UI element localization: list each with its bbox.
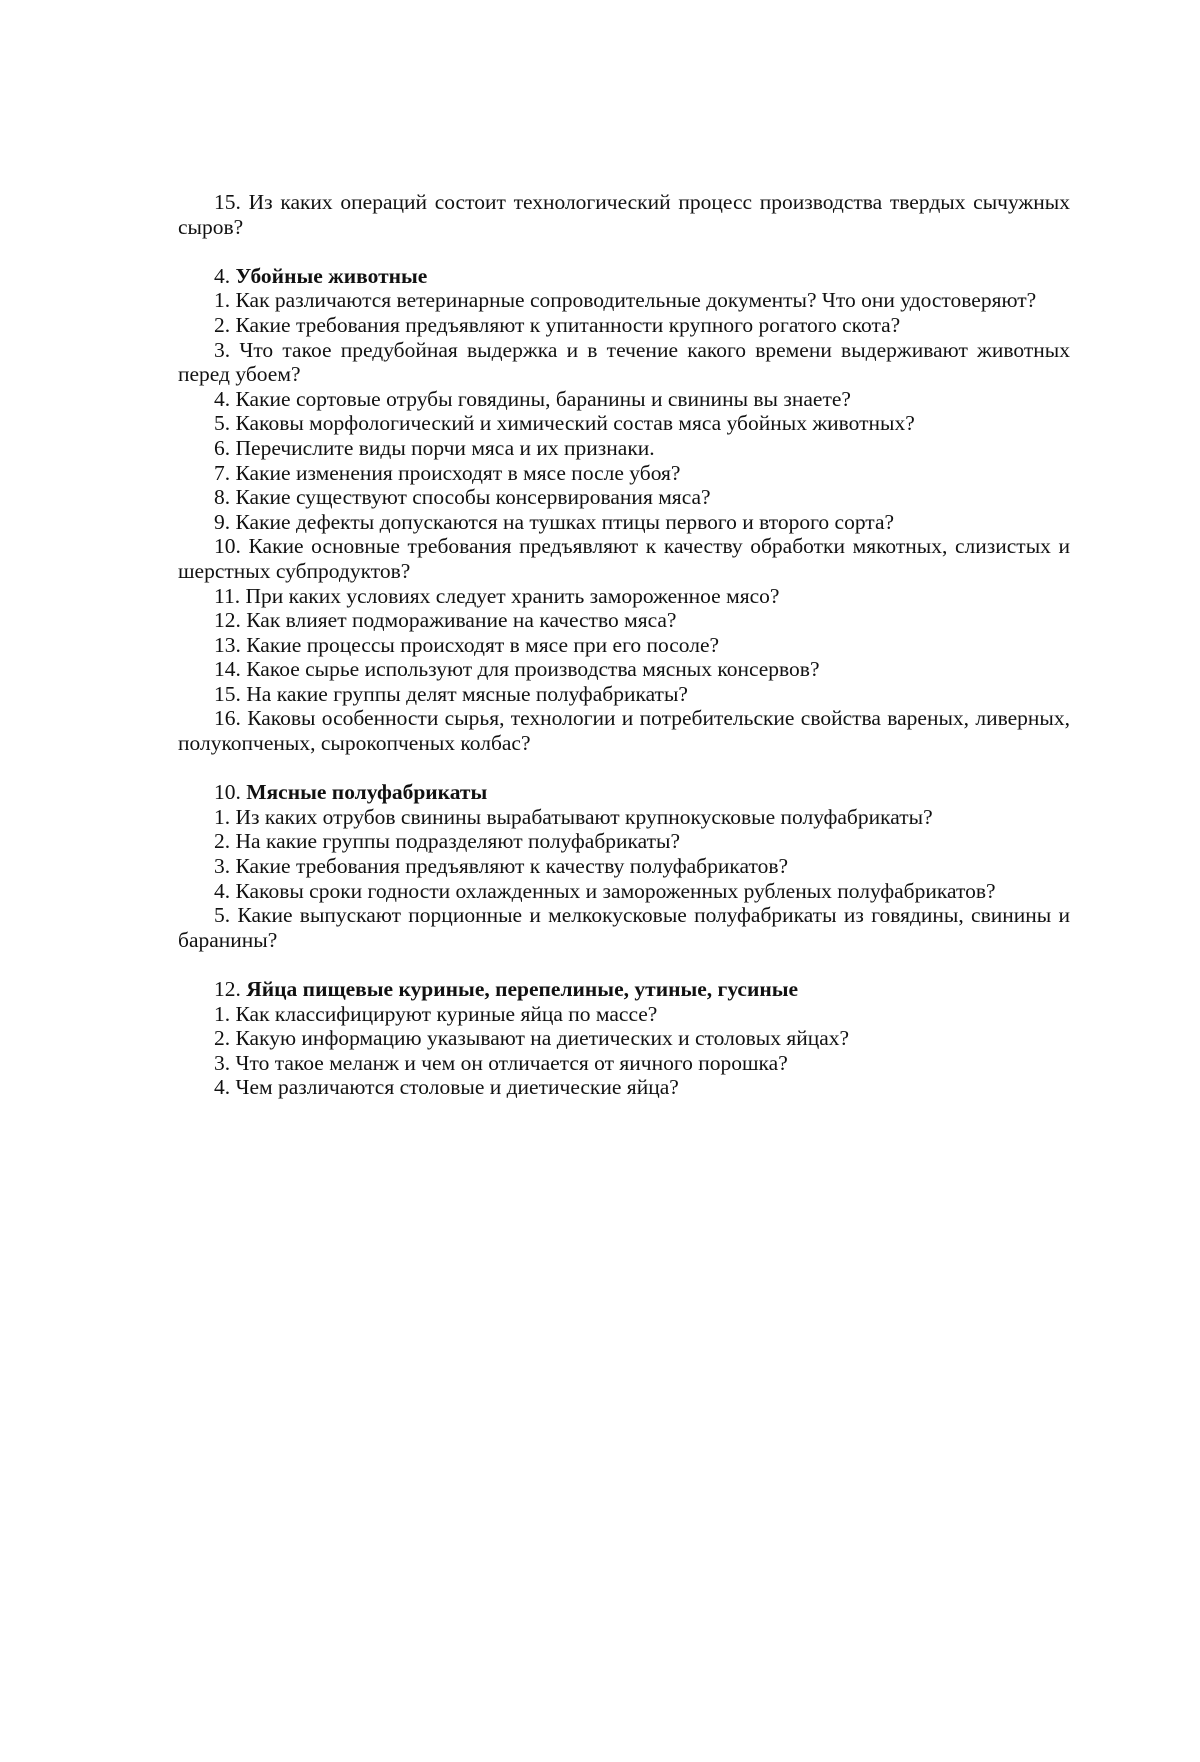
section-heading	[178, 977, 1070, 1002]
question-item: 5. Какие выпускают порционные и мелкокусковые полуфабрикаты из говядины, свинины и баранины?	[178, 903, 1070, 952]
spacer	[178, 756, 1070, 781]
question-item: 11. При каких условиях следует хранить замороженное мясо?	[214, 583, 780, 608]
section-heading	[178, 780, 1070, 805]
section-heading	[178, 264, 1070, 289]
intro-question: 15. Из каких операций состоит технологический процесс производства твердых сычужных сыров?	[178, 190, 1070, 239]
spacer	[178, 239, 1070, 264]
question-item: 8. Какие существуют способы консервирования мяса?	[214, 485, 711, 510]
question-item: 2. Какие требования предъявляют к упитанности крупного рогатого скота?	[214, 312, 901, 337]
section-meat-semi-finished	[178, 780, 1070, 952]
question-item: 3. Какие требования предъявляют к качеству полуфабрикатов?	[214, 854, 789, 879]
question-item: 15. На какие группы делят мясные полуфабрикаты?	[214, 681, 688, 706]
question-item: 9. Какие дефекты допускаются на тушках птицы первого и второго сорта?	[214, 509, 895, 534]
question-item: 1. Из каких отрубов свинины вырабатывают крупнокусковые полуфабрикаты?	[214, 804, 933, 829]
section-number: 10.	[214, 780, 241, 805]
section-title: Мясные полуфабрикаты	[246, 780, 488, 805]
section-title: Убойные животные	[235, 263, 428, 288]
question-item: 1. Как различаются ветеринарные сопроводительные документы? Что они удостоверяют?	[214, 288, 1037, 313]
section-number: 12.	[214, 977, 241, 1001]
question-item: 16. Каковы особенности сырья, технологии и потребительские свойства вареных, ливерных, полукопченых, сырокопченых колбас?	[178, 706, 1070, 756]
section-number: 4.	[214, 263, 231, 288]
section-eggs	[178, 977, 1070, 1100]
document-page	[178, 190, 1070, 1100]
question-item: 14. Какое сырье используют для производства мясных консервов?	[214, 657, 820, 682]
question-item: 2. Какую информацию указывают на диетических и столовых яйцах?	[214, 1026, 850, 1051]
question-item: 13. Какие процессы происходят в мясе при его посоле?	[214, 632, 720, 657]
question-item: 2. На какие группы подразделяют полуфабрикаты?	[214, 829, 681, 854]
question-item: 3. Что такое предубойная выдержка и в течение какого времени выдерживают животных перед убоем?	[178, 337, 1070, 387]
question-item: 6. Перечислите виды порчи мяса и их признаки.	[214, 435, 655, 460]
spacer	[178, 952, 1070, 977]
section-title: Яйца пищевые куриные, перепелиные, утиные, гусиные	[246, 977, 799, 1001]
section-slaughter-animals	[178, 264, 1070, 756]
question-item: 5. Каковы морфологический и химический состав мяса убойных животных?	[214, 411, 915, 436]
question-item: 4. Каковы сроки годности охлажденных и замороженных рубленых полуфабрикатов?	[214, 878, 996, 903]
question-item: 4. Чем различаются столовые и диетические яйца?	[214, 1075, 679, 1100]
question-item: 3. Что такое меланж и чем он отличается от яичного порошка?	[214, 1050, 788, 1075]
question-item: 1. Как классифицируют куриные яйца по массе?	[214, 1001, 658, 1026]
question-item: 4. Какие сортовые отрубы говядины, баранины и свинины вы знаете?	[214, 386, 851, 411]
question-item: 10. Какие основные требования предъявляют к качеству обработки мякотных, слизистых и шерстных субпродуктов?	[178, 534, 1070, 583]
question-item: 12. Как влияет подмораживание на качество мяса?	[214, 608, 677, 633]
question-item: 7. Какие изменения происходят в мясе после убоя?	[214, 460, 681, 485]
